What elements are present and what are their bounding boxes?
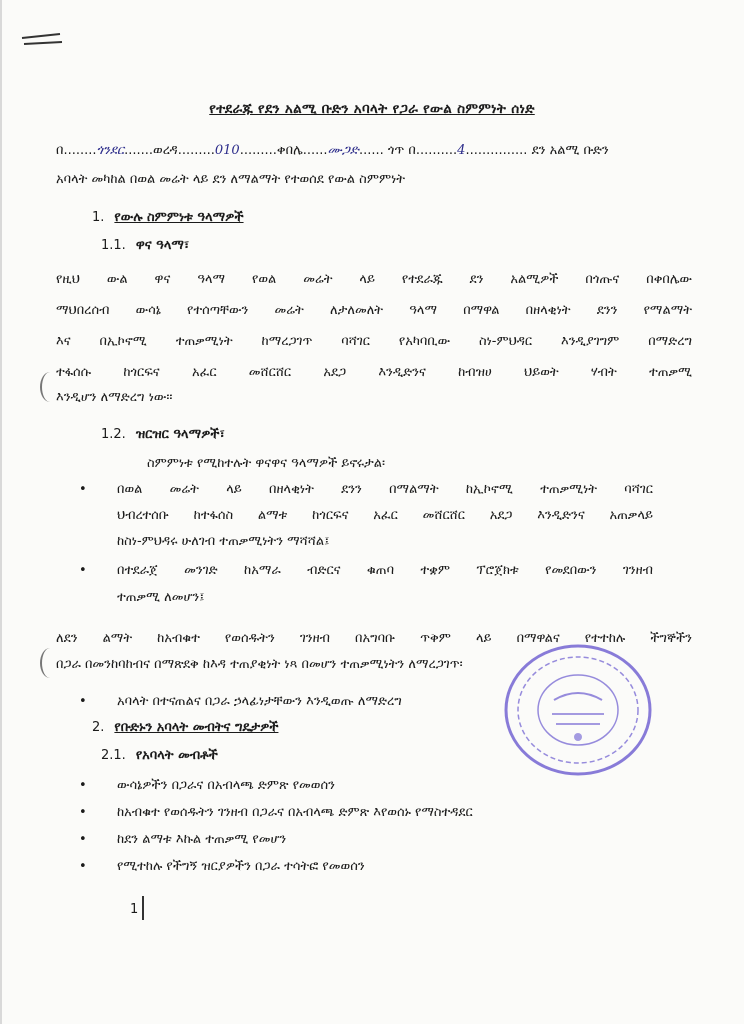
text-cursor-mark [142, 896, 144, 920]
label-group: ደን አልሚ ቡድን [531, 143, 609, 158]
subsection-number: 1.1. [101, 238, 126, 253]
section-title: የውሉ ስምምነቱ ዓላማዎች [114, 210, 244, 225]
subsection-number: 1.2. [101, 427, 126, 442]
paragraph-line: እና በኢኮኖሚ ተጠቃሚነት ከማረጋገጥ ባሻገር የአካባቢው ስነ-ምህዳር እንዲያገግም በማድረግ [56, 334, 692, 349]
handwritten-corner-mark [20, 30, 64, 48]
section-2-heading [92, 720, 278, 735]
paragraph-line: ተፋሰሱ ከጎርፍና አፈር መሸርሸር አደጋ እንዲድንና ከብዝሀ ህይወት ሃብት ተጠቃሚ [56, 365, 692, 380]
document-title: የተደራጁ የደን አልሚ ቡድን አባላት የጋራ የውል ስምምነት ሰነድ [209, 101, 535, 117]
bullet-item: ከአብቁተ የወሰዱትን ገንዘብ በጋራና በአብላጫ ድምጽ እየወሰኑ የማስተዳደር [117, 805, 473, 820]
bullet-icon: • [79, 694, 87, 709]
section-1-heading [92, 210, 244, 225]
section-number: 1. [92, 210, 105, 225]
intro-line-2: አባላት መካከል በወል መሬት ላይ ደን ለማልማት የተወሰደ የውል ስምምነት [56, 172, 406, 187]
handwritten-kebele: ሙጋድ [327, 143, 359, 158]
bullet-item: አባላት በተናጠልና በጋራ ኃላፊነታቸውን እንዲወጡ ለማድረግ [117, 694, 402, 709]
subsection-intro: ስምምነቱ የሚከተሉት ዋናዋና ዓላማዎች ይኖሩታል፡ [147, 456, 386, 471]
bullet-item: ከደን ልማቱ እኩል ተጠቃሚ የመሆን [117, 832, 287, 847]
subsection-2-1-heading [101, 748, 218, 763]
intro-prefix: በ [56, 143, 64, 158]
subsection-title: ዋና ዓላማ፣ [135, 238, 190, 253]
bullet-line: ተጠቃሚ ለመሆን፤ [117, 590, 205, 605]
section-number: 2. [92, 720, 105, 735]
bullet-icon: • [79, 805, 87, 820]
handwritten-zone: ጎንደር [96, 143, 125, 158]
bullet-line: በወል መሬት ላይ በዘላቂነት ደንን በማልማት ከኢኮኖሚ ተጠቃሚነት ባሻገር [117, 482, 653, 497]
paragraph-line: ለደን ልማት ከአብቁተ የወሰዱትን ገንዘብ በአግባቡ ጥቅም ላይ በማዋልና የተተከሉ ችግኞችን [56, 631, 692, 646]
subsection-number: 2.1. [101, 748, 126, 763]
section-title: የቡድኑን አባላት መብትና ግዴታዎች [114, 720, 279, 735]
page-edge [0, 0, 2, 1024]
bullet-line: ህብረተሰቡ ከተፋሰስ ልማቱ ከጎርፍና አፈር መሸርሸር አደጋ እንዲድንና አጠቃላይ [117, 508, 653, 523]
bullet-icon: • [79, 859, 87, 874]
label-got: ጎጥ በ [387, 143, 416, 158]
intro-line-1: በ........ጎንደር.......ወረዳ.........010.........ቀበሌ......ሙጋድ...... ጎጥ በ..........4............... ደን አልሚ ቡድን [56, 143, 609, 158]
official-stamp [502, 642, 654, 778]
bullet-line: ከስነ-ምህዳሩ ሁለገብ ተጠቃሚነትን ማሻሻል፤ [117, 534, 330, 549]
subsection-title: ዝርዝር ዓላማዎች፣ [135, 427, 225, 442]
label-woreda: ወረዳ [153, 143, 178, 158]
paragraph-line: የዚህ ውል ዋና ዓላማ የወል መሬት ላይ የተደራጁ ደን አልሚዎች በጎጡና በቀበሌው [56, 272, 692, 287]
subsection-title: የአባላት መብቶች [135, 748, 218, 763]
bullet-icon: • [79, 482, 87, 497]
subsection-1-2-heading [101, 427, 225, 442]
bullet-icon: • [79, 563, 87, 578]
bullet-line: በተደራጀ መንገድ ከአማራ ብድርና ቁጠባ ተቋም ፕሮጀክቱ የመደበውን ገንዘብ [117, 563, 653, 578]
bullet-icon: • [79, 778, 87, 793]
label-kebele: ቀበሌ [276, 143, 303, 158]
page-number: 1 [130, 902, 139, 917]
handwritten-got-number: 4 [457, 143, 466, 158]
paragraph-line: እንዲሆን ለማድረግ ነው፡፡ [56, 390, 173, 405]
bullet-icon: • [79, 832, 87, 847]
subsection-1-1-heading [101, 238, 189, 253]
bullet-item: የሚተከሉ የችግኝ ዝርያዎችን በጋራ ተሳትፎ የመወሰን [117, 859, 365, 874]
paragraph-line: ማህበረሰብ ውሳኔ የተሰጣቸውን መሬት ለታለመለት ዓላማ በማዋል በዘላቂነት ደንን የማልማት [56, 303, 692, 318]
handwritten-woreda-code: 010 [214, 143, 240, 158]
paragraph-line: በጋራ በመንከባከብና በማጽደቅ ከእዳ ተጠያቂነት ነጻ በመሆን ተጠቃሚነትን ለማረጋገጥ፡ [56, 657, 463, 672]
bullet-item: ውሳኔዎችን በጋራና በአብላጫ ድምጽ የመወሰን [117, 778, 335, 793]
